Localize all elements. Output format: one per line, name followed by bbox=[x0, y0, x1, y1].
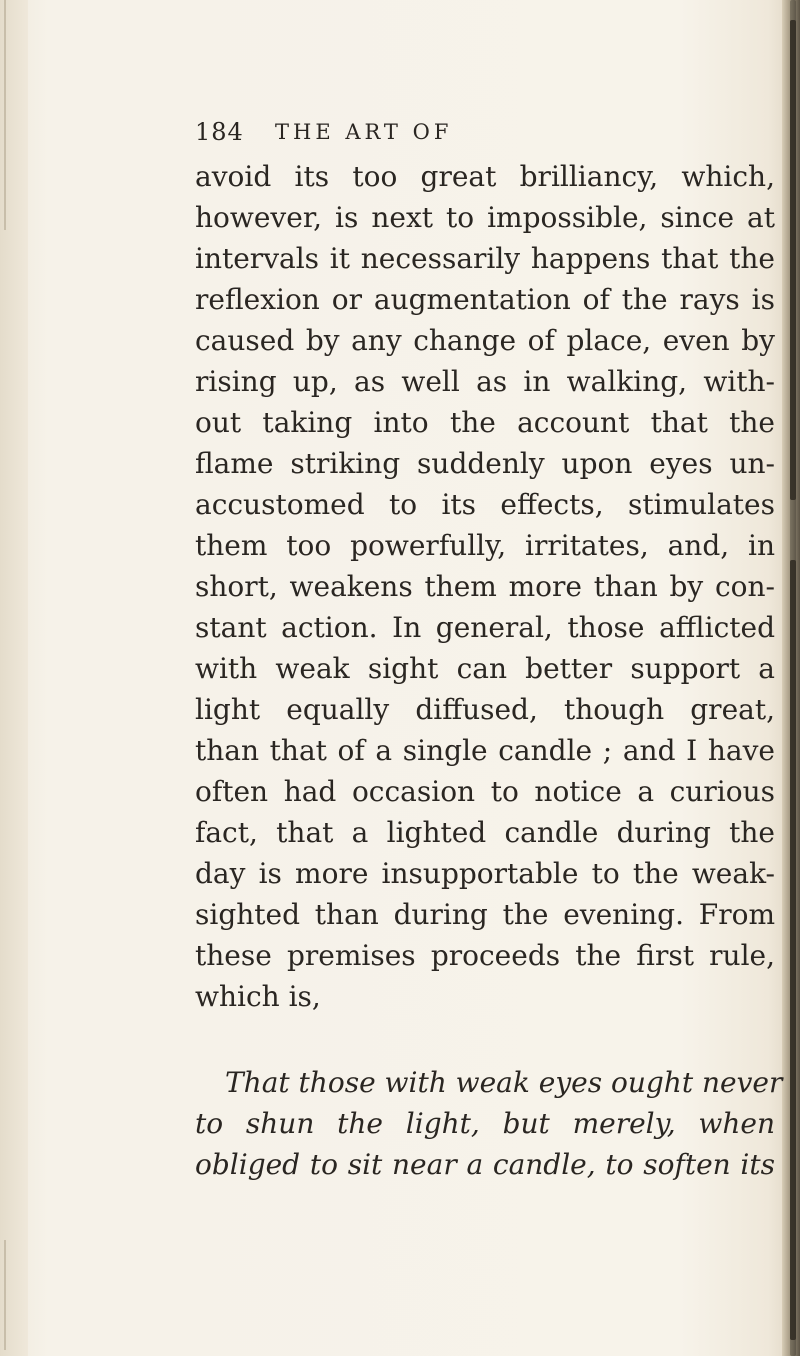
text-line: with weak sight can better support a bbox=[195, 652, 775, 685]
body-text bbox=[195, 156, 783, 1185]
text-line: stant action. In general, those afflicted bbox=[195, 611, 775, 644]
text-line: these premises proceeds the first rule, bbox=[195, 939, 775, 972]
binding-thread bbox=[4, 1240, 6, 1350]
running-head: THE ART OF bbox=[275, 120, 453, 144]
text-line: sighted than during the evening. From bbox=[195, 898, 775, 931]
text-line: intervals it necessarily happens that the bbox=[195, 242, 775, 275]
rule-line: to shun the light, but merely, when bbox=[195, 1107, 775, 1140]
text-line: reflexion or augmentation of the rays is bbox=[195, 283, 775, 316]
text-line: rising up, as well as in walking, with- bbox=[195, 365, 775, 398]
text-line: them too powerfully, irritates, and, in bbox=[195, 529, 775, 562]
text-line: accustomed to its effects, stimulates bbox=[195, 488, 775, 521]
text-line: which is, bbox=[195, 980, 321, 1013]
text-line: fact, that a lighted candle during the bbox=[195, 816, 775, 849]
paragraph-spacer bbox=[195, 1017, 775, 1062]
rule-line: obliged to sit near a candle, to soften its bbox=[195, 1148, 775, 1181]
page-edge-right bbox=[782, 0, 800, 1356]
text-line: short, weakens them more than by con- bbox=[195, 570, 775, 603]
text-line: than that of a single candle ; and I have bbox=[195, 734, 775, 767]
text-line: avoid its too great brilliancy, which, bbox=[195, 160, 775, 193]
page-number: 184 bbox=[195, 118, 244, 146]
text-line: caused by any change of place, even by bbox=[195, 324, 775, 357]
rule-statement bbox=[195, 1062, 783, 1185]
text-line: however, is next to impossible, since at bbox=[195, 201, 775, 234]
text-line: day is more insupportable to the weak- bbox=[195, 857, 775, 890]
page-edge-dark-band bbox=[790, 20, 796, 500]
text-line: flame striking suddenly upon eyes un- bbox=[195, 447, 775, 480]
binding-thread bbox=[4, 0, 6, 230]
rule-line: That those with weak eyes ought never bbox=[225, 1066, 783, 1099]
page-gutter-left bbox=[0, 0, 28, 1356]
text-line: light equally diffused, though great, bbox=[195, 693, 775, 726]
page-header bbox=[195, 118, 755, 158]
page-edge-dark-band bbox=[790, 560, 796, 1340]
text-line: often had occasion to notice a curious bbox=[195, 775, 775, 808]
text-line: out taking into the account that the bbox=[195, 406, 775, 439]
